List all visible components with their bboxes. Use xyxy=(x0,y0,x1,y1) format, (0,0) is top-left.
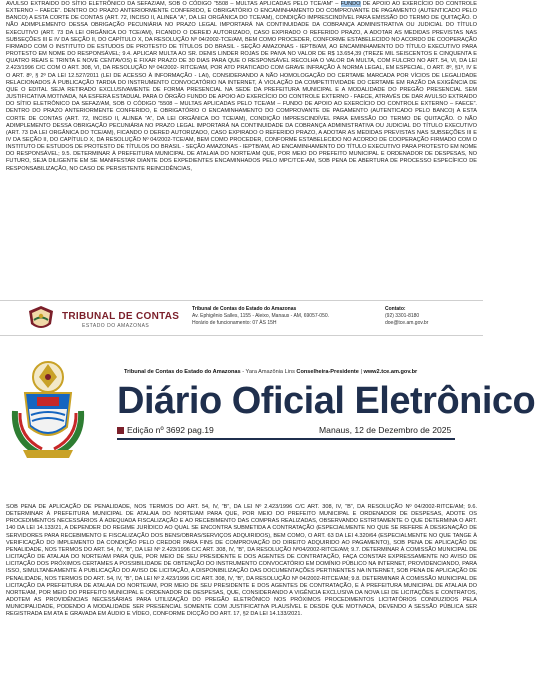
org-name: TRIBUNAL DE CONTAS xyxy=(62,311,180,322)
footer-address: Av. Ephigênio Salles, 1155 - Aleixo, Manaus - AM, 69057-050. xyxy=(192,313,330,319)
masthead-role: Conselheira-Presidente xyxy=(296,369,359,375)
amazonas-coat-of-arms-icon xyxy=(9,351,87,463)
edition-date: Manaus, 12 de Dezembro de 2025 xyxy=(319,425,452,435)
masthead-divider xyxy=(117,438,455,440)
footer-hours: Horário de funcionamento: 07 ÀS 15H xyxy=(192,320,277,326)
document-body-bottom: SOB PENA DE APLICAÇÃO DE PENALIDADE, NOS TERMOS DO ART. 54, IV, “B”, DA LEI Nº 2.423/1996 C/C ART. 308, IV, “B”, DA RESOLUÇÃO Nº 04/2002-RITCE/AM; 9.6. DETERMINAR À PREFEITURA MUNICIPAL DE ATALAIA DO NORTE/AM PARA QUE, POR MEIO DO PREFEITO MUNICIPAL E ORDENADOR DE DESPESAS, ADOTE OS PROCEDIMENTOS NECESSÁRIOS À ADEQUADA FISCALIZAÇÃO E AO RECEBIMENTO DAS COMPRAS REALIZADAS, OBSERVANDO ESTRITAMENTE O QUE DETERMINA O ART. 140 DA LEI 14.133/21, A DEPENDER DO REGIME JURÍDICO AO QUAL SE ENCONTRA SUBMETIDA A CONTRATAÇÃO (ESPECIALMENTE NO QUE SE REFERE À DESIGNAÇÃO DE SERVIDORES PARA RECEBIMENTO E FISCALIZAÇÃO DOS BENS/OBRAS/SERVIÇOS ADQUIRIDOS), BEM COMO, O ART. 63 DA LEI 4.320/64 (ESPECIALMENTE NO QUE TANGE À VERIFICAÇÃO DO IMPLEMENTO DA CONDIÇÃO PELO CREDOR PARA FINS DE COMPROVAÇÃO DO DIREITO ADQUIRIDO AO PAGAMENTO), SOB PENA DE APLICAÇÃO DE PENALIDADE, NOS TERMOS DO ART. 54, IV, “B”, DA LEI Nº 2.423/1996 C/C ART. 308, IV, “B”, DA RESOLUÇÃO Nº04/2002-RITCE/AM; 9.7. DETERMINAR À COMISSÃO MUNICIPAL DE LICITAÇÃO DE ATALAIA DO NORTE/AM PARA QUE, POR MEIO DE SEU PRESIDENTE E DOS AGENTES DE CONTRATAÇÃO, FAÇA CONSTAR EXPRESSAMENTE NO AVISO DE LICITAÇÃO DOS PRÓXIMOS CERTAMES A POSSIBILIDADE DE OBTENÇÃO DO INSTRUMENTO CONVOCATÓRIO EM DOMÍNIO PÚBLICO NA INTERNET, PROVIDENCIANDO, PARA ISSO, SIMULTANEAMENTE À PUBLICAÇÃO DO AVISO DE LICITAÇÃO, A DISPONIBILIZAÇÃO DAS DOCUMENTAÇÕES PERTINENTES NA INTERNET, SOB PENA DE APLICAÇÃO DE PENALIDADE, NOS TERMOS DO ART. 54, IV, “B”, DA LEI Nº 2.423/1996 C/C ART. 308, IV, “B”, DA RESOLUÇÃO Nº 04/2002-RITCE/AM; 9.8. DETERMINAR À COMISSÃO MUNICIPAL DE LICITAÇÃO DA PREFEITURA DE ATALAIA DO NORTE/AM, POR MEIO DE SEU PRESIDENTE E DOS AGENTES DE CONTRATAÇÃO, E À PREFEITURA MUNICIPAL DE ATALAIA DO NORTE/AM, POR MEIO DO PREFEITO MUNICIPAL E ORDENADOR DE DESPESAS, QUE, CONSIDERANDO A VIGÊNCIA EXCLUSIVA DA NOVA LEI DE LICITAÇÕES E CONTRATOS, ADOTEM AS PROVIDÊNCIAS NECESSÁRIAS PARA UTILIZAÇÃO DO PREGÃO ELETRÔNICO NOS PRÓXIMOS PROCEDIMENTOS LICITATÓRIOS CONDUZIDOS PELA MUNICIPALIDADE, PODENDO A MODALIDADE SER PRESENCIAL SOMENTE COM JUSTIFICATIVA PLAUSÍVEL E DESDE QUE MOTIVADA, DEVENDO A SESSÃO PÚBLICA SER REGISTRADA EM ATA E GRAVADA EM ÁUDIO E VÍDEO, CONFORME DICÇÃO DO ART. 17, §2 DA LEI 14.133/2021. xyxy=(6,504,477,618)
edition-text: Edição nº 3692 pag.19 xyxy=(127,425,214,435)
body-text-post: DE APOIO AO EXERCÍCIO DO CONTROLE EXTERNO – FAECE”. DENTRO DO PRAZO ANTERIORMENTE CONFERIDO, E OBRIGATÓRIO O ENCAMINHAMENTO DO COMPROVANTE DE PAGAMENTO (AUTENTICADO PELO BANCO) A ESTA CORTE DE CONTAS (ART. 72, INCISO II, ALINEA “A”, DA LEI ORGÂNICA DO TCE/AM), CONDIÇÃO IMPRESCINDÍVEL PARA EMISSÃO DO TERMO DE QUITAÇÃO. O NÃO ADIMPLEMENTO DESSA OBRIGAÇÃO PECUNIÁRIA NO PRAZO LEGAL IMPORTARÁ NA CONTINUIDADE DA COBRANÇA ADMINISTRATIVA OU JUDICIAL DO TÍTULO EXECUTIVO (ART. 73 DA LEI ORGÂNICA DO TCE/AM), FICANDO O DEREID AUTORIZADO, CASO EXPIRADO O REFERIDO PRAZO, A ADOTAR AS MEDIDAS PREVISTAS NAS SUBSEÇÕES III E IV DA SEÇÃO II, DO CAPÍTULO X, DA RESOLUÇÃO Nº 04/2002-TCE/AM, BEM COMO PROCEDER, CONFORME ESTABELECIDO NO ACORDO DE COOPERAÇÃO FIRMADO COM O INSTITUTO DE ESTUDOS DE PROTESTO DE TÍTULOS DO BRASIL - SEÇÃO AMAZONAS - IEPTB/AM, AO ENCAMINHAMENTO DO TÍTULO EXECUTIVO PARA PROTESTO EM NOME DO RESPONSÁVEL; 9.4. APLICAR MULTA AO SR. DENIS LINDER ROJAS DE PAIVA NO VALOR DE R$ 13.654,39 (TREZE MIL SEISCENTOS E CINQUENTA E QUATRO REAIS E TRINTA E NOVE CENTAVOS) E FIXAR PRAZO DE 30 DIAS PARA QUE O RESPONSÁVEL RECOLHA O VALOR DA MULTA, COM FULCRO NO ART. 54, VI, DA LEI 2.423/1996 C/C COM O ART. 308, VI, DA RESOLUÇÃO Nº 04/2002- RITCE/AM, POR ATO PRATICADO COM GRAVE INFRAÇÃO À NORMA LEGAL, EM ESPECIAL, O ART. 8º, §1º, IV E O ART. 8º, § 2º DA LEI 12.527/2011 (LEI DE ACESSO À INFORMAÇÃO - LAI), CONSIDERANDO A NÃO HOMOLOGAÇÃO DO CERTAME MARCADA POR VÍCIOS DE LEGALIDADE RELACIONADOS À PUBLICAÇÃO TARDIA DO INSTRUMENTO CONVOCATÓRIO NA INTERNET, À VIOLAÇÃO DA COMPETITIVIDADE DO CERTAME EM RAZÃO DA EXIGÊNCIA DE QUE O EDITAL SEJA RETIRADO EXCLUSIVAMENTE DE FORMA PRESENCIAL NA SEDE DA PREFEITURA MUNICIPAL E A MODALIDADE DO PREGÃO PRESENCIAL SEM JUSTIFICATIVA MOTIVADA, NA ESFERA ESTADUAL PARA O ÓRGÃO FUNDO DE APOIO AO EXERCÍCIO DO CONTROLE EXTERNO - FAECE, ATRAVÉS DE DAR AVULSO EXTRAIDO DO SÍTIO ELETRÔNICO DA SEFAZ/AM, SOB O CÓDIGO “5508 – MULTAS APLICADAS PELO TCE/AM – FUNDO DE APOIO AO EXERCÍCIO DO CONTROLE EXTERNO – FAECE”. DENTRO DO PRAZO ANTERIORMENTE CONFERIDO, E OBRIGATÓRIO O ENCAMINHAMENTO DO COMPROVANTE DE PAGAMENTO (AUTENTICADO PELO BANCO) A ESTA CORTE DE CONTAS (ART. 72, INCISO II, ALINEA “A”, DA LEI ORGÂNICA DO TCE/AM), CONDIÇÃO IMPRESCINDÍVEL PARA EMISSÃO DO TERMO DE QUITAÇÃO. O NÃO ADIMPLEMENTO DESSA OBRIGAÇÃO PECUNIÁRIA NO PRAZO LEGAL IMPORTARÁ NA CONTINUIDADE DA COBRANÇA ADMINISTRATIVA OU JUDICIAL DO TÍTULO EXECUTIVO (ART. 73 DA LEI ORGÂNICA DO TCE/AM), FICANDO O DERED AUTORIZADO, CASO EXPIRADO O REFERIDO PRAZO, A ADOTAR AS MEDIDAS PREVISTAS NAS SUBSEÇÕES III E IV DA SEÇÃO II, DO CAPÍTULO X, DA RESOLUÇÃO Nº 04/2002-TCE/AM, BEM COMO PROCEDER, CONFORME ESTABELECIDO NO ACORDO DE COOPERAÇÃO FIRMADO COM O INSTITUTO DE ESTUDOS DE PROTESTO DE TÍTULOS DO BRASIL - SEÇÃO AMAZONAS - IEPTB/AM, AO ENCAMINHAMENTO DO TÍTULO EXECUTIVO PARA PROTESTO EM NOME DO RESPONSÁVEL; 9.5. DETERMINAR À PREFEITURA MUNICIPAL DE ATALAIA DO NORTE/AM QUE, POR MEIO DO PREFEITO MUNICIPAL E ORDENADOR DE DESPESAS, NO FUTURO, SEJA DILIGENTE EM SE MANIFESTAR DIANTE DOS EXPEDIENTES ENCAMINHADOS PELO MPC/TCE-AM, SOB PENA DE ABERTURA DE PROCESSO ESPECÍFICO DE RESPONSABILIZAÇÃO, NO CASO DE PERSISTENTE REINCIDÊNCIAS, xyxy=(6,1,477,172)
masthead-subtitle xyxy=(124,369,417,375)
body-text-pre: AVULSO EXTRAIDO DO SÍTIO ELETRÔNICO DA SEFAZ/AM, SOB O CÓDIGO “5508 – MULTAS APLICADAS PELO TCE/AM” – xyxy=(6,1,339,7)
footer-email: doe@tce.am.gov.br xyxy=(385,320,429,326)
masthead-sep1: - Yara Amazônia Lins xyxy=(240,369,297,375)
footer-org-title: Tribunal de Contas do Estado do Amazonas xyxy=(192,306,297,312)
masthead-sep2: | xyxy=(358,369,364,375)
masthead-site: www2.tce.am.gov.br xyxy=(363,369,418,375)
document-body-top xyxy=(6,1,477,297)
page-footer-band xyxy=(0,300,483,336)
edition-info xyxy=(117,425,214,435)
page-masthead xyxy=(0,343,535,473)
tce-am-crest-icon xyxy=(26,305,56,333)
footer-contact-block xyxy=(385,306,428,327)
masthead-title: Diário Oficial Eletrônico xyxy=(117,380,535,422)
footer-address-block xyxy=(192,306,329,327)
org-state: ESTADO DO AMAZONAS xyxy=(82,323,150,329)
selected-word-highlight[interactable]: FUNDO xyxy=(340,1,361,7)
footer-phone: (92) 3301-8180 xyxy=(385,313,420,319)
edition-bullet-icon xyxy=(117,427,124,434)
masthead-org: Tribunal de Contas do Estado do Amazonas xyxy=(124,369,241,375)
footer-contact-title: Contato: xyxy=(385,306,406,312)
